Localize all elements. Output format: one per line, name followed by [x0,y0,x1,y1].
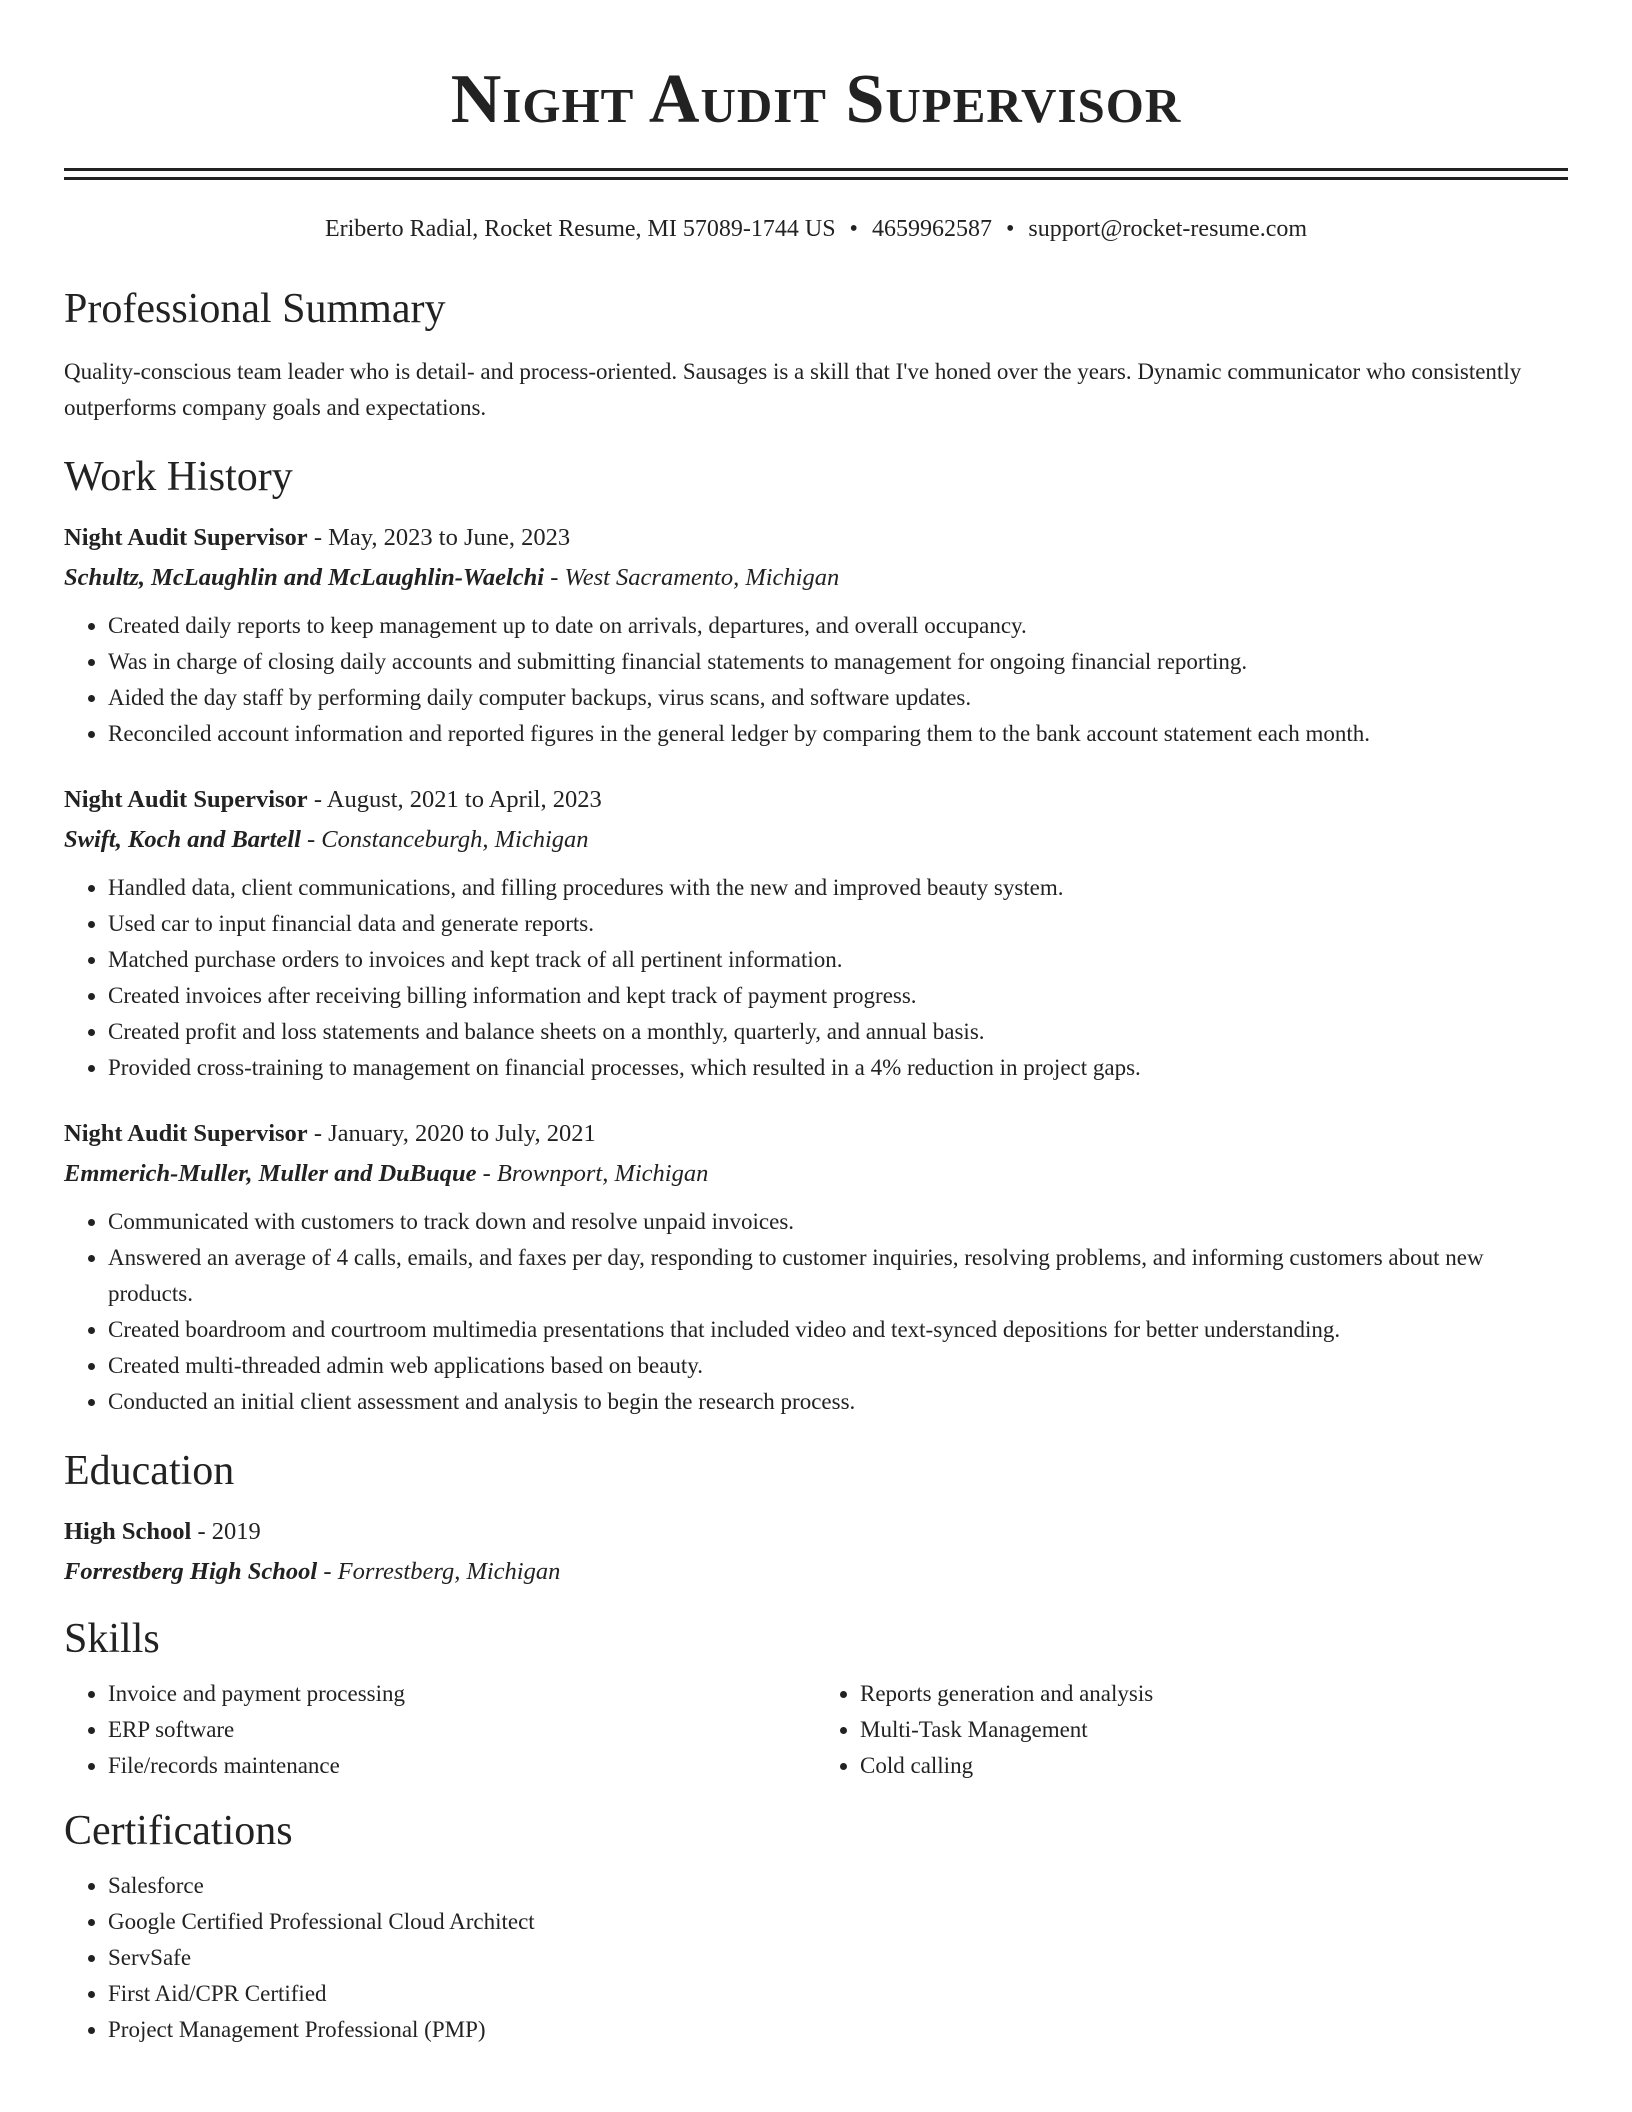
education-school: Forrestberg High School [64,1558,318,1585]
skill-item: • File/records maintenance [108,1748,816,1784]
skill-item: • ERP software [108,1712,816,1748]
work-history-heading: Work History [64,454,293,500]
job-bullet: • Matched purchase orders to invoices and kept track of all pertinent information. [108,942,1568,978]
job-bullets [64,870,1568,1086]
skills-columns [64,1676,1568,1784]
job-entry [64,1114,1568,1420]
contact-separator: • [849,216,858,242]
skills-right-list [816,1676,1568,1784]
education-degree-line [64,1512,1568,1552]
job-bullet: • Was in charge of closing daily accounts and submitting financial statements to management for ongoing financial reporting. [108,644,1568,680]
certifications-list [64,1868,1568,2048]
job-bullet: • Reconciled account information and reported figures in the general ledger by comparing them to the bank account statement each month. [108,716,1568,752]
job-bullets [64,1204,1568,1420]
contact-separator: • [1005,216,1015,242]
job-location: - Constanceburgh, Michigan [300,826,589,853]
contact-email: support@rocket-resume.com [1028,216,1308,242]
job-dates: - January, 2020 to July, 2021 [307,1120,596,1147]
job-bullet: • Used car to input financial data and generate reports. [108,906,1568,942]
certification-item: • Project Management Professional (PMP) [108,2012,1568,2048]
job-bullet: • Handled data, client communications, and filling procedures with the new and improved beauty system. [108,870,1568,906]
resume-title: Night Audit Supervisor [450,61,1182,138]
job-dates: - August, 2021 to April, 2023 [307,786,602,813]
job-title: Night Audit Supervisor [64,1120,308,1147]
title-rule-bottom [64,177,1568,180]
job-company: Swift, Koch and Bartell [64,826,301,853]
job-bullet: • Created profit and loss statements and balance sheets on a monthly, quarterly, and annual basis. [108,1014,1568,1050]
job-role-line [64,518,1568,558]
certification-item: • ServSafe [108,1940,1568,1976]
contact-phone: 4659962587 [871,216,992,242]
job-entry [64,780,1568,1086]
job-bullets [64,608,1568,752]
job-title: Night Audit Supervisor [64,524,308,551]
skill-item: • Multi-Task Management [860,1712,1568,1748]
education-degree: High School [64,1518,192,1545]
job-bullet: • Provided cross-training to management on financial processes, which resulted in a 4% reduction in project gaps. [108,1050,1568,1086]
job-bullet: • Created daily reports to keep management up to date on arrivals, departures, and overall occupancy. [108,608,1568,644]
title-rule-top [64,168,1568,171]
skills-heading: Skills [64,1616,160,1662]
skills-left-list [64,1676,816,1784]
job-entry [64,518,1568,752]
job-role-line [64,780,1568,820]
contact-address: Eriberto Radial, Rocket Resume, MI 57089-1744 US [324,216,836,242]
certification-item: • Google Certified Professional Cloud Architect [108,1904,1568,1940]
job-company-line [64,820,1568,860]
job-company-line [64,1154,1568,1194]
job-bullet: • Conducted an initial client assessment and analysis to begin the research process. [108,1384,1568,1420]
education-entry [64,1512,1568,1592]
education-heading: Education [64,1448,235,1494]
summary-text: Quality-conscious team leader who is detail- and process-oriented. Sausages is a skill that I've honed over the years. Dynamic communicator who consistently outperforms company goals and expectations. [64,359,1522,420]
job-company-line [64,558,1568,598]
skill-item: • Reports generation and analysis [860,1676,1568,1712]
job-company: Emmerich-Muller, Muller and DuBuque [64,1160,477,1187]
job-company: Schultz, McLaughlin and McLaughlin-Waelchi [64,564,545,591]
job-bullet: • Communicated with customers to track down and resolve unpaid invoices. [108,1204,1568,1240]
skill-item: • Invoice and payment processing [108,1676,816,1712]
job-location: - West Sacramento, Michigan [544,564,840,591]
certifications-heading: Certifications [64,1808,293,1854]
job-bullet: • Created invoices after receiving billing information and kept track of payment progress. [108,978,1568,1014]
education-year: - 2019 [191,1518,261,1545]
job-bullet: • Answered an average of 4 calls, emails, and faxes per day, responding to customer inquiries, resolving problems, and informing customers about new products. [108,1240,1568,1312]
certification-item: • Salesforce [108,1868,1568,1904]
job-bullet: • Created multi-threaded admin web applications based on beauty. [108,1348,1568,1384]
summary-heading: Professional Summary [64,286,446,332]
job-title: Night Audit Supervisor [64,786,308,813]
job-bullet: • Aided the day staff by performing daily computer backups, virus scans, and software updates. [108,680,1568,716]
job-location: - Brownport, Michigan [476,1160,709,1187]
certification-item: • First Aid/CPR Certified [108,1976,1568,2012]
education-school-line [64,1552,1568,1592]
job-role-line [64,1114,1568,1154]
job-bullet: • Created boardroom and courtroom multimedia presentations that included video and text-synced depositions for better understanding. [108,1312,1568,1348]
skill-item: • Cold calling [860,1748,1568,1784]
job-dates: - May, 2023 to June, 2023 [307,524,571,551]
contact-line [64,214,1568,244]
education-location: - Forrestberg, Michigan [317,1558,561,1585]
